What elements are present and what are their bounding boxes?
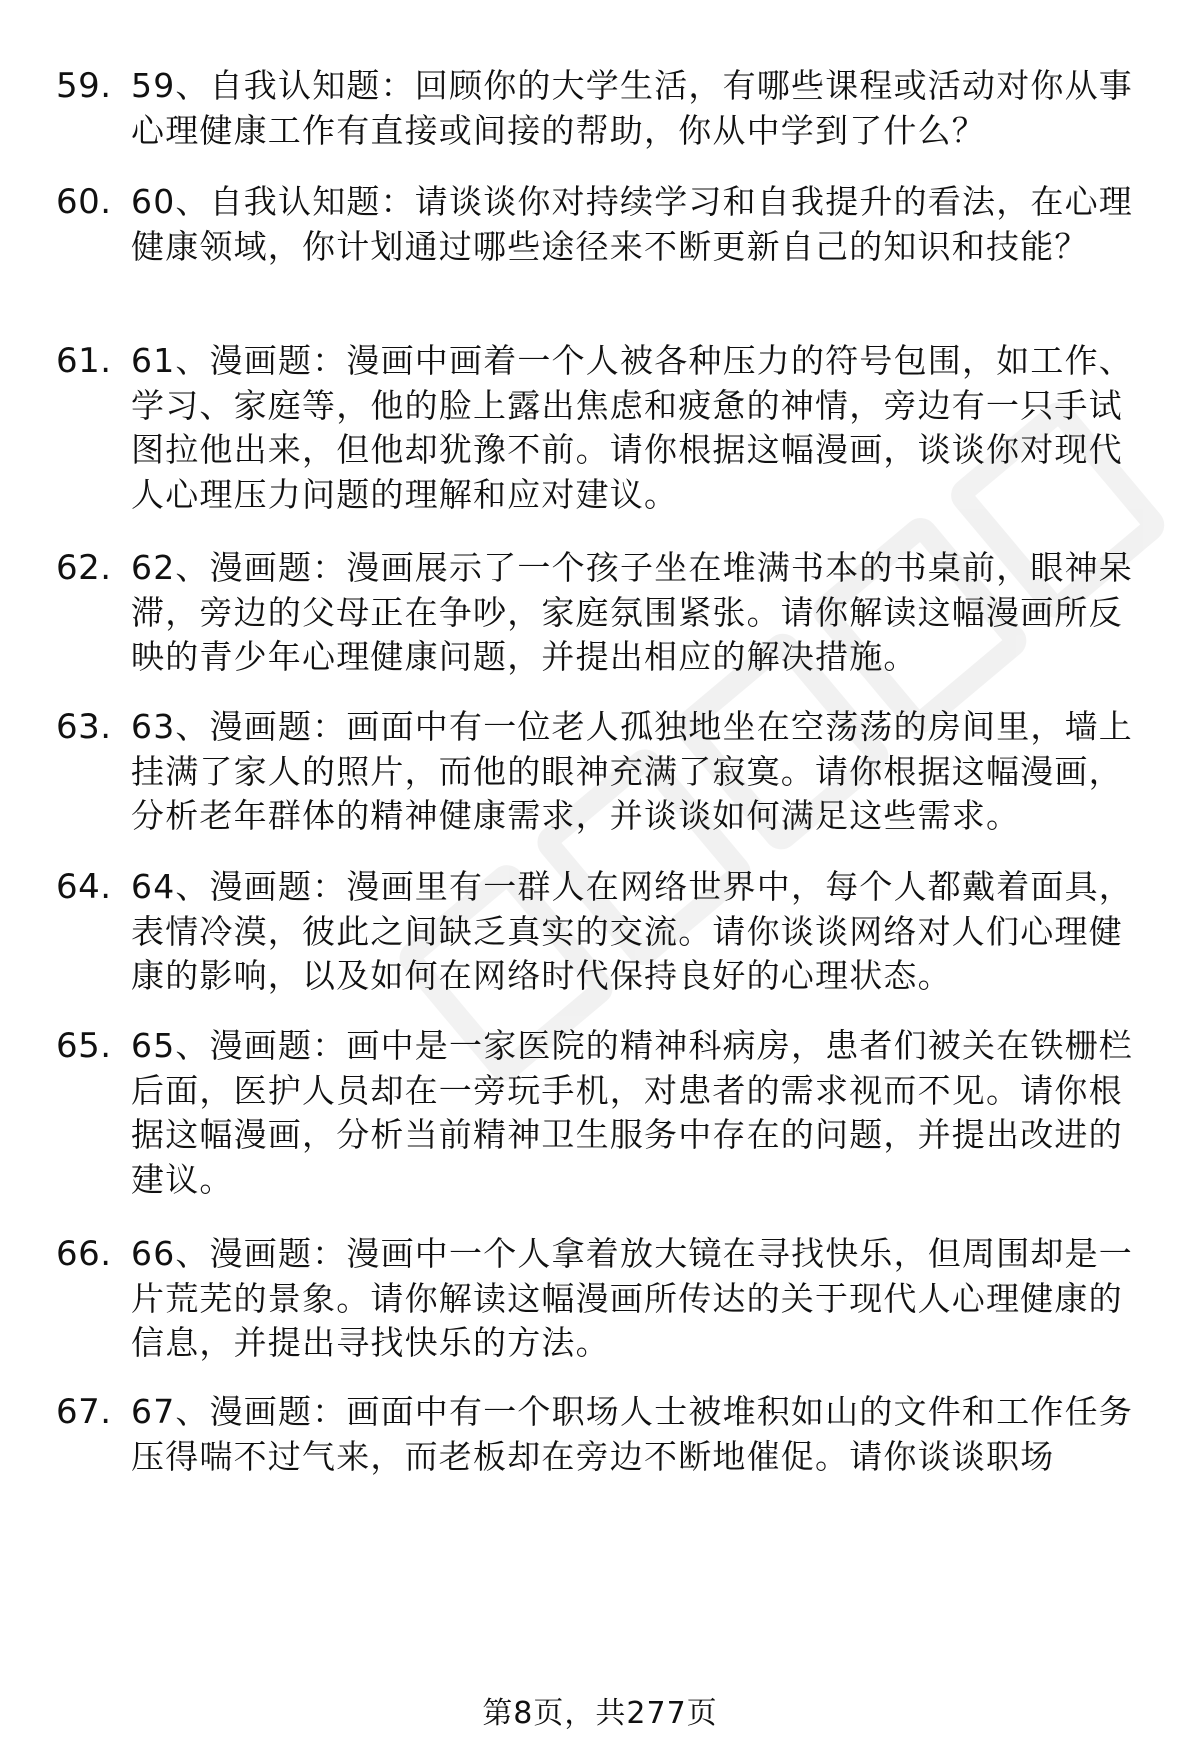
item-text: 64、漫画题：漫画里有一群人在网络世界中，每个人都戴着面具，表情冷漠，彼此之间缺乏真实的交流。请你谈谈网络对人们心理健康的影响，以及如何在网络时代保持良好的心理状态。	[131, 867, 1133, 995]
page-footer: 第8页，共277页	[482, 1696, 718, 1731]
item-text: 63、漫画题：画面中有一位老人孤独地坐在空荡荡的房间里，墙上挂满了家人的照片，而他的眼神充满了寂寞。请你根据这幅漫画，分析老年群体的精神健康需求，并谈谈如何满足这些需求。	[131, 707, 1133, 835]
item-number: 66.	[56, 1234, 112, 1274]
item-text: 66、漫画题：漫画中一个人拿着放大镜在寻找快乐，但周围却是一片荒芜的景象。请你解读这幅漫画所传达的关于现代人心理健康的信息，并提出寻找快乐的方法。	[131, 1234, 1133, 1362]
item-text: 67、漫画题：画面中有一个职场人士被堆积如山的文件和工作任务压得喘不过气来，而老板却在旁边不断地催促。请你谈谈职场	[131, 1392, 1133, 1476]
item-number: 62.	[56, 548, 112, 588]
item-text: 60、自我认知题：请谈谈你对持续学习和自我提升的看法，在心理健康领域，你计划通过哪些途径来不断更新自己的知识和技能？	[131, 182, 1133, 266]
item-number: 63.	[56, 707, 112, 747]
item-number: 60.	[56, 182, 112, 222]
item-text: 65、漫画题：画中是一家医院的精神科病房，患者们被关在铁栅栏后面，医护人员却在一旁玩手机，对患者的需求视而不见。请你根据这幅漫画，分析当前精神卫生服务中存在的问题，并提出改进的建议。	[131, 1026, 1133, 1199]
item-text: 59、自我认知题：回顾你的大学生活，有哪些课程或活动对你从事心理健康工作有直接或间接的帮助，你从中学到了什么？	[131, 66, 1133, 150]
item-number: 61.	[56, 341, 112, 381]
item-number: 59.	[56, 66, 112, 106]
item-number: 65.	[56, 1026, 112, 1066]
item-text: 61、漫画题：漫画中画着一个人被各种压力的符号包围，如工作、学习、家庭等，他的脸上露出焦虑和疲惫的神情，旁边有一只手试图拉他出来，但他却犹豫不前。请你根据这幅漫画，谈谈你对现代人心理压力问题的理解和应对建议。	[131, 341, 1133, 514]
item-number: 64.	[56, 867, 112, 907]
item-text: 62、漫画题：漫画展示了一个孩子坐在堆满书本的书桌前，眼神呆滞，旁边的父母正在争吵，家庭氛围紧张。请你解读这幅漫画所反映的青少年心理健康问题，并提出相应的解决措施。	[131, 548, 1133, 676]
item-number: 67.	[56, 1392, 112, 1432]
